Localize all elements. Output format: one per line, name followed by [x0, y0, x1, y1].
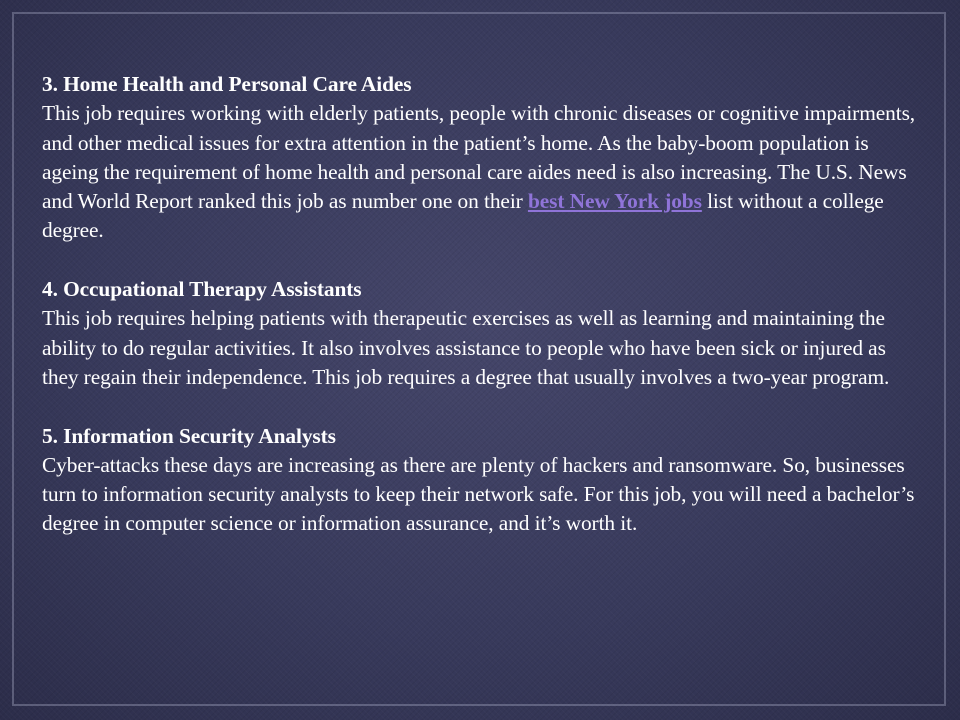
section-home-health-aides	[42, 70, 922, 246]
section-heading: 4. Occupational Therapy Assistants	[42, 277, 362, 302]
section-body-text: This job requires working with elderly patients, people with chronic diseases or cognitive impairments, and other medical issues for extra attention in the patient’s home. As the baby-boom population is ageing the requirement of home health and personal care aides need is also increasing. The U.S. News and World Report ranked this job as number one on their	[42, 101, 916, 214]
section-body-text-end: list without a college degree.	[42, 189, 884, 243]
section-information-security-analysts	[42, 422, 922, 539]
best-new-york-jobs-link[interactable]: best New York jobs	[527, 189, 702, 214]
section-body-text: Cyber-attacks these days are increasing as there are plenty of hackers and ransomware. So, businesses turn to information security analysts to keep their network safe. For this job, you will need a bachelor’s degree in computer science or information assurance, and it’s worth it.	[42, 452, 915, 536]
section-body-text: This job requires helping patients with therapeutic exercises as well as learning and maintaining the ability to do regular activities. It also involves assistance to people who have been sick or injured as they regain their independence. This job requires a degree that usually involves a two-year program.	[42, 306, 890, 389]
section-heading: 5. Information Security Analysts	[42, 423, 336, 448]
section-occupational-therapy-assistants	[42, 275, 922, 392]
slide-content	[42, 70, 922, 539]
section-heading: 3. Home Health and Personal Care Aides	[42, 72, 412, 96]
